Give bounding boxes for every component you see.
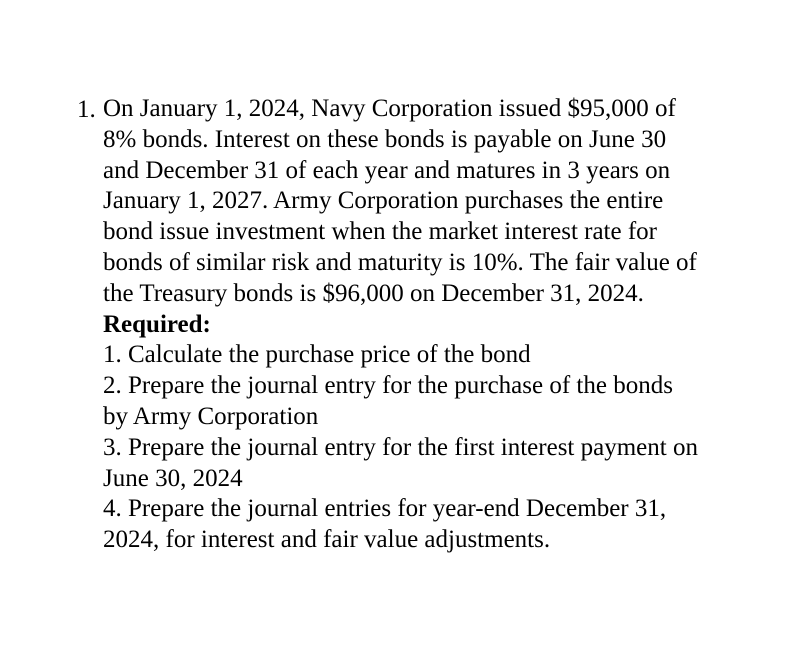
paragraph-line: On January 1, 2024, Navy Corporation issued $95,000 of	[103, 95, 676, 122]
requirement-line: by Army Corporation	[103, 402, 319, 430]
paragraph-line: 8% bonds. Interest on these bonds is payable on June 30	[103, 125, 667, 153]
required-heading: Required:	[103, 310, 211, 338]
problem-number: 1.	[77, 96, 96, 123]
paragraph-line: the Treasury bonds is $96,000 on December 31, 2024.	[103, 279, 644, 307]
requirement-line: June 30, 2024	[103, 464, 243, 492]
paragraph-line: bond issue investment when the market interest rate for	[103, 218, 658, 246]
problem-text	[103, 94, 698, 556]
paragraph-line: bonds of similar risk and maturity is 10%. The fair value of	[103, 248, 697, 276]
paragraph-line: January 1, 2027. Army Corporation purchases the entire	[103, 187, 664, 215]
requirement-line: 3. Prepare the journal entry for the first interest payment on	[103, 433, 698, 461]
requirement-line: 1. Calculate the purchase price of the bond	[103, 341, 531, 369]
paragraph-line: and December 31 of each year and matures in 3 years on	[103, 156, 671, 184]
requirement-line: 2024, for interest and fair value adjustments.	[103, 526, 551, 554]
requirement-line: 4. Prepare the journal entries for year-end December 31,	[103, 495, 667, 523]
requirement-line: 2. Prepare the journal entry for the purchase of the bonds	[103, 372, 673, 400]
